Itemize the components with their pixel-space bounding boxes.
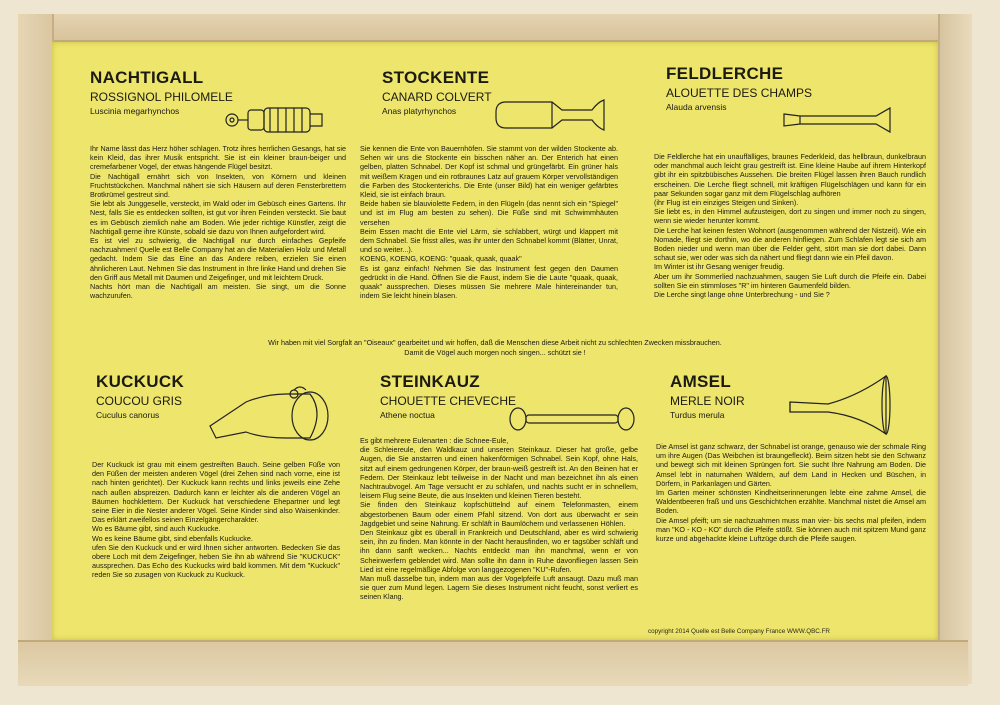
nightingale-whistle-icon (220, 100, 330, 140)
latin-name: Athene noctua (380, 410, 435, 420)
french-name: MERLE NOIR (670, 394, 745, 408)
french-name: ALOUETTE DES CHAMPS (666, 86, 813, 100)
copyright: copyright 2014 Quelle est Belle Company France WWW.QBC.FR (648, 628, 830, 635)
box-frame-bottom (18, 640, 968, 686)
section-title: STOCKENTE (382, 68, 490, 87)
cuckoo-call-icon (206, 382, 346, 446)
owl-whistle-icon (508, 406, 636, 432)
text-feldlerche: Die Feldlerche hat ein unauffälliges, braunes Federkleid, das hellbraun, dunkelbraun oder manchmal auch leicht grau gestreift ist. Eine kleine Haube auf ihrem Hinterkopf gibt ihr ein spitzbübisches Aussehen. Die breiten Flügel lassen ihren Bauch rundlich erscheinen. Die Lerche fliegt schnell, mit kräftigen Flügelschlägen und kann für ein paar Sekunden sogar ganz mit dem Flügelschlag aufhören (ihr Flug ist ein einziges Steigen und Sinken). Sie liebt es, in den Himmel aufzusteigen, dort zu singen und immer noch zu singen, wenn sie wieder herunter kommt. Die Lerche hat keinen festen Wohnort (ausgenommen während der Nistzeit). Wie ein Nomade, fliegt sie dorthin, wo die anderen hinfliegen. Zum Schlafen legt sie sich am Boden nieder und wenn man über die Felder geht, stört man sie dort dabei. Dann schaut sie, wer oder was sich da nähert und fliegt dann wie ein Pfeil davon. Im Winter ist ihr Gesang weniger freudig. Aber um ihr Sommerlied nachzuahmen, saugen Sie Luft durch die Pfeife ein. Dabei sollten Sie ein stimmloses "R" im hinteren Gaumenfeld bilden. Die Lerche singt lange ohne Unterbrechung - und Sie ? (654, 152, 926, 300)
french-name: ROSSIGNOL PHILOMELE (90, 90, 233, 104)
text-steinkauz: Es gibt mehrere Eulenarten : die Schnee-Eule, die Schleiereule, den Waldkauz und unseren Steinkauz. Dieser hat große, gelbe Augen, die Sie anstarren und einen hakenförmigen Schnabel. Sein Kopf, ohne Hals, sitzt auf einem gedrungenen Körper, der braun-weiß gestreift ist. An den Beinen hat er Federn. Der Steinkauz lebt teilweise in der Nacht und man bezeichnet ihn als einen Nachtraubvogel. Am Tage versucht er zu schlafen, und nachts sucht er in schnellem, leisem Flug seine Beute, die aus Insekten und kleinen Tieren besteht. Sie finden den Steinkauz kopfschüttelnd auf einem Telefonmasten, einem abgestorbenen Baum oder einem Pfahl sitzend. Von dort aus überwacht er sein Jagdgebiet und seine Nahrung. Er schläft in Baumlöchern und verlassenen Höhlen. Den Steinkauz gibt es überall in Frankreich und Deutschland, aber es wird schwierig sein, ihn zu finden. Man könnte in der Nacht herausfinden, wo er tagsüber schläft und ihn dann sanft wecken... Nachts entdeckt man ihn manchmal, wenn er von Scheinwerfern geblendet wird. Man sollte ihn dann in Ruhe davonfliegen lassen Sein Lied ist eine regelmäßige Abfolge von langgezogenen "KU"-Rufen. Man muß dasselbe tun, indem man aus der Vogelpfeife Luft ansaugt. Dazu muß man sie quer zum Mund legen. Lagern Sie dieses Instrument nicht feucht, sonst verliert es seinen Klang. (360, 436, 638, 602)
text-stockente: Sie kennen die Ente von Bauernhöfen. Sie stammt von der wilden Stockente ab. Sehen wir uns die Stockente ein bisschen näher an. Der Enterich hat einen gelben, platten Schnabel. Der Kopf ist schmal und grüngefärbt. Ein grüner hals mit weißem Kragen und ein rotbraunes Latz auf grauem Körper vervollständigen die Farben des Stockenterichs. Die Ente (unser Bild) hat ein weniger gefärbtes Kleid, sie ist einfach braun. Beide haben sie blauviolette Federn, in den Flügeln (das nennt sich ein "Spiegel" und ist im Flug am besten zu sehen). Die Füße sind mit Schwimmhäuten versehen Beim Essen macht die Ente viel Lärm, sie schlabbert, würgt und klappert mit dem Schnabel. Sie frisst alles, was ihr unter den Schnabel kommt (Blätter, Unrat, und so weiter...). KOENG, KOENG, KOENG: "quaak, quaak, quaak" Es ist ganz einfach! Nehmen Sie das Instrument fest gegen den Daumen gedrückt in die Hand. Öffnen Sie die Faust, indem Sie die Laute "quaak, quaak, quaak" aussprechen. Dieses müssen Sie mehrere Male hintereinander tun, indem Sie leicht hinein blasen. (360, 144, 618, 301)
lark-whistle-icon (780, 102, 896, 138)
french-name: CHOUETTE CHEVECHE (380, 394, 517, 408)
box-frame-top (18, 14, 968, 42)
box-frame-left (18, 14, 54, 684)
note-line-2: Damit die Vögel auch morgen noch singen... schützt sie ! (404, 348, 586, 357)
text-amsel: Die Amsel ist ganz schwarz, der Schnabel ist orange, genauso wie der schmale Ring um ihre Augen (Das Weibchen ist braungefleckt). Beim sitzen hebt sie den Schwanz und bewegt sich mit kleinen Sprüngen fort. Sie sucht Ihre Nahrung am Boden. Die Amsel lebt in naturnahen Wäldern, auf dem Land in Hecken und Büschen, in Dörfern, in Parkanlagen und Gärten. Im Garten meiner schönsten Kindheitserinnerungen lebte eine zahme Amsel, die Waldentbeeren fraß und uns Geschichtchen erzählte. Manchmal nistet die Amsel am Boden. Die Amsel pfeift; um sie nachzuahmen muss man vier- bis sechs mal pfeifen, indem man "KO - KO - KO" durch die Pfeife stößt. Sie können auch mit spitzem Mund ganz kurze und abgehackte kleine Luftzüge durch die Pfeife saugen. (656, 442, 926, 544)
box-frame-right (938, 14, 972, 684)
latin-name: Alauda arvensis (666, 102, 727, 112)
latin-name: Turdus merula (670, 410, 725, 420)
latin-name: Anas platyrhynchos (382, 106, 457, 116)
latin-name: Luscinia megarhynchos (90, 106, 180, 116)
text-nachtigall: Ihr Name lässt das Herz höher schlagen. Trotz ihres herrlichen Gesangs, hat sie kein Kleid, das ihrer Musik entspricht. Sie ist ein kleiner braun-beiger und cremefarbener Vogel, der etwas hängende Flügel besitzt. Die Nachtigall ernährt sich von Insekten, von Körnern und kleinen Fruchtstückchen. Manchmal nähert sie sich Häusern auf deren Fensterbrettern Brotkrümel gestreut sind. Sie lebt als Junggeselle, versteckt, im Wald oder im Gebüsch eines Gartens. Ihr Nest, falls Sie es entdecken sollten, ist gut vor ihren Feinden versteckt. Sie baut es im Gebüsch ziemlich nahe am Boden. Wie jeder richtige Künstler, zeigt die Nachtigall gerne ihre Künste, sobald sie dazu von Ihnen aufgefordert wird. Es ist viel zu schwierig, die Nachtigall nur durch einfaches Gepfeife nachzuahmen! Quelle est Belle Company hat an die Materialien Holz und Metall gedacht. Indem Sie das Eine an das Andere reiben, erzielen Sie einen ähnlicheren Laut. Nehmen Sie das Instrument in Ihre linke Hand und drehen Sie den Griff aus Metall mit Daumen und Zeigefinger, und mit leichtem Druck. Nachts hört man die Nachtigall am meisten. Sie singt, um die Sonne wachzurufen. (90, 144, 346, 301)
section-title: FELDLERCHE (666, 64, 784, 83)
french-name: CANARD COLVERT (382, 90, 492, 104)
note-line-1: Wir haben mit viel Sorgfalt an "Oiseaux" gearbeitet und wir hoffen, daß die Menschen diese Arbeit nicht zu schlechten Zwecken missbrauchen. (268, 338, 722, 347)
section-title: STEINKAUZ (380, 372, 480, 391)
duck-call-icon (492, 92, 612, 138)
section-title: AMSEL (670, 372, 731, 391)
blackbird-horn-icon (788, 372, 894, 438)
section-title: NACHTIGALL (90, 68, 204, 87)
latin-name: Cuculus canorus (96, 410, 160, 420)
text-kuckuck: Der Kuckuck ist grau mit einem gestreiften Bauch. Seine gelben Füße von den Füßen der meisten anderen Vögel (drei Zehen sind nach vorne, eine ist nach hinten gerichtet). Der Kuckuck kann rechts und links jeweils eine Zehe nach außen abspreizen. Dadurch kann er leichter als die anderen Vögel an Bäumen hochklettern. Der Kuckuck hat verschiedene Ehepartner und legt seine Eier in die Nester anderer Vögel. Seine Kinder sind also Waisenkinder. Das erklärt zweifellos seinen Einzelgängercharakter. Wo es Bäume gibt, sind auch Kuckucke. Wo es keine Bäume gibt, sind ebenfalls Kuckucke. ufen Sie den Kuckuck und er wird Ihnen sicher antworten. Bedecken Sie das obere Loch mit dem Zeigefinger, heben Sie ihn ab während Sie "KUCKUCK" aussprechen. Das Echo des Kuckucks wird bald kommen. Mit dem "Kuckuck" reden Sie so zusagen von Kuckuck zu Kuckuck. (92, 460, 340, 580)
french-name: COUCOU GRIS (96, 394, 183, 408)
section-title: KUCKUCK (96, 372, 185, 391)
info-sheet (52, 42, 938, 640)
